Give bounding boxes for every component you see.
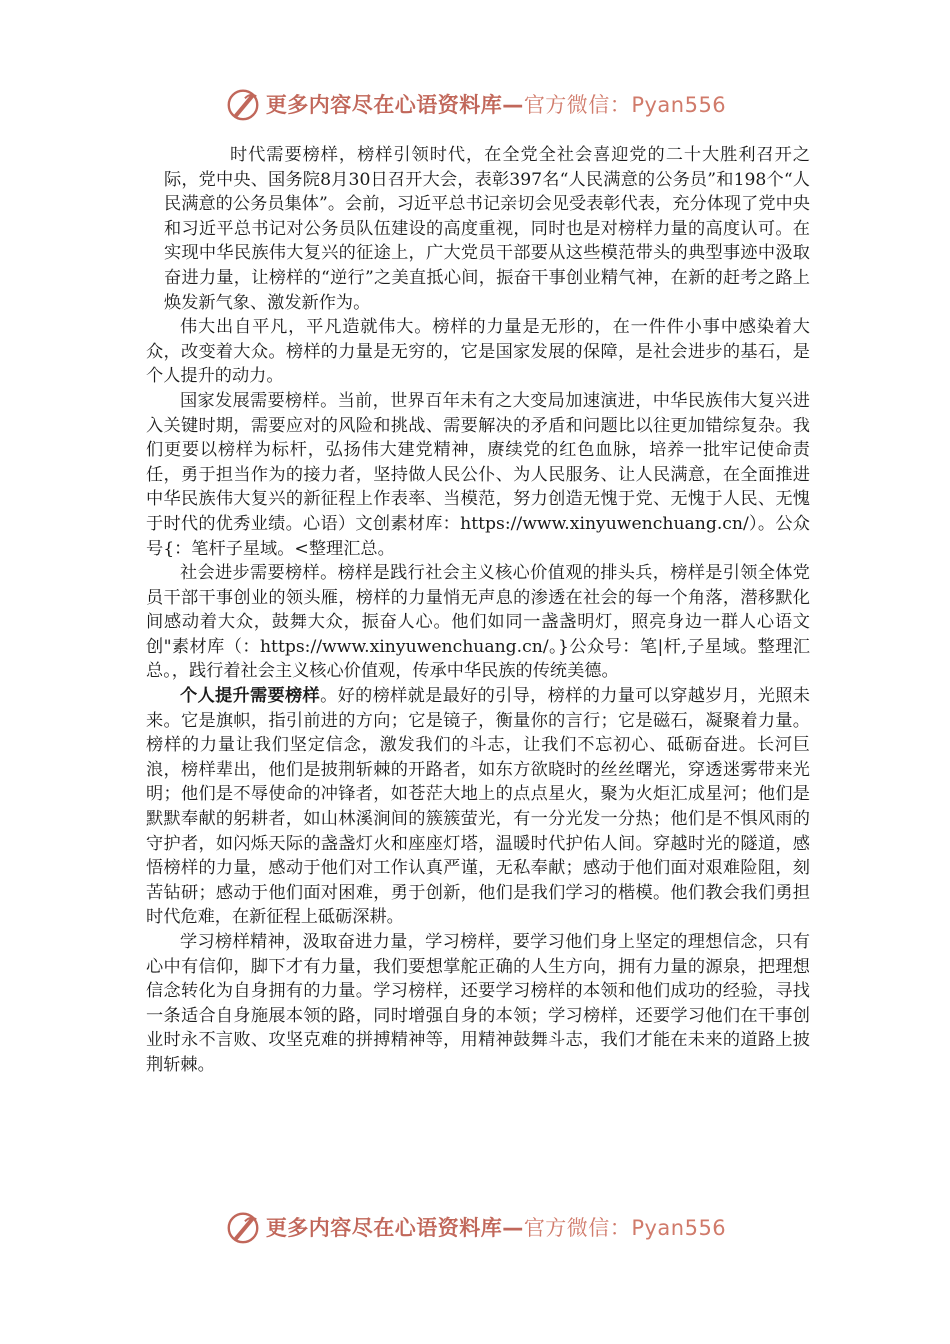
banner-account-label: 官方微信： — [523, 1216, 632, 1240]
paragraph-lead-heading: 个人提升需要榜样 — [180, 686, 321, 707]
paragraph-5: 个人提升需要榜样。好的榜样就是最好的引导，榜样的力量可以穿越岁月，光照未来。它是旗帜，指引前进的方向；它是镜子，衡量你的言行；它是磁石，凝聚着力量。榜样的力量让我们坚定信念，激发我们的斗志，让我们不忘初心、砥砺奋进。长河巨浪，榜样辈出，他们是披荆斩棘的开路者，如东方欲晓时的丝丝曙光，穿透迷雾带来光明；他们是不辱使命的冲锋者，如苍茫大地上的点点星火，聚为火炬汇成星河；他们是默默奉献的躬耕者，如山林溪涧间的簇簇萤光，有一分光发一分热；他们是不惧风雨的守护者，如闪烁天际的盏盏灯火和座座灯塔，温暖时代护佑人间。穿越时光的隧道，感悟榜样的力量，感动于他们对工作认真严谨，无私奉献；感动于他们面对艰难险阻，刻苦钻研；感动于他们面对困难，勇于创新，他们是我们学习的楷模。他们教会我们勇担时代危难，在新征程上砥砺深耕。 — [146, 686, 810, 928]
banner-text — [266, 89, 726, 119]
article-body — [146, 143, 810, 1078]
banner-prefix: 更多内容尽在心语资料库— — [265, 1216, 524, 1240]
footer-banner — [0, 1207, 950, 1247]
pen-logo-icon — [224, 1208, 262, 1246]
banner-prefix: 更多内容尽在心语资料库— — [265, 93, 524, 117]
header-banner — [0, 84, 950, 124]
paragraph-3: 国家发展需要榜样。当前，世界百年未有之大变局加速演进，中华民族伟大复兴进入关键时期，需要应对的风险和挑战、需要解决的矛盾和问题比以往更加错综复杂。我们更要以榜样为标杆，弘扬伟大建党精神，赓续党的红色血脉，培养一批牢记使命责任，勇于担当作为的接力者，坚持做人民公仆、为人民服务、让人民满意，在全面推进中华民族伟大复兴的新征程上作表率、当模范，努力创造无愧于党、无愧于人民、无愧于时代的优秀业绩。心语）文创素材库：https://www.xinyuwenchuang.cn/）。公众号{：笔杆子星域。<整理汇总。 — [146, 390, 810, 559]
banner-account-id: Pyan556 — [631, 1216, 727, 1240]
banner-account-label: 官方微信： — [523, 93, 632, 117]
banner-text — [266, 1212, 726, 1242]
paragraph-4: 社会进步需要榜样。榜样是践行社会主义核心价值观的排头兵，榜样是引领全体党员干部干事创业的领头雁，榜样的力量悄无声息的渗透在社会的每一个角落，潜移默化间感动着大众，鼓舞大众，振奋人心。他们如同一盏盏明灯，照亮身边一群人心语文创"素材库（：https://www.xinyuwenchuang.cn/。}公众号：笔|杆,子星域。整理汇总。，践行着社会主义核心价值观，传承中华民族的传统美德。 — [146, 563, 810, 682]
pen-logo-icon — [224, 85, 262, 123]
paragraph-6: 学习榜样精神，汲取奋进力量，学习榜样，要学习他们身上坚定的理想信念，只有心中有信仰，脚下才有力量，我们要想掌舵正确的人生方向，拥有力量的源泉，把理想信念转化为自身拥有的力量。学习榜样，还要学习榜样的本领和他们成功的经验，寻找一条适合自身施展本领的路，同时增强自身的本领；学习榜样，还要学习他们在干事创业时永不言败、攻坚克难的拼搏精神等，用精神鼓舞斗志，我们才能在未来的道路上披荆斩棘。 — [146, 932, 810, 1075]
paragraph-2: 伟大出自平凡，平凡造就伟大。榜样的力量是无形的，在一件件小事中感染着大众，改变着大众。榜样的力量是无穷的，它是国家发展的保障，是社会进步的基石，是个人提升的动力。 — [146, 317, 810, 387]
banner-account-id: Pyan556 — [631, 93, 727, 117]
paragraph-1: 时代需要榜样，榜样引领时代，在全党全社会喜迎党的二十大胜利召开之际，党中央、国务院8月30日召开大会，表彰397名“人民满意的公务员”和198个“人民满意的公务员集体”。会前，习近平总书记亲切会见受表彰代表，充分体现了党中央和习近平总书记对公务员队伍建设的高度重视，同时也是对榜样力量的高度认可。在实现中华民族伟大复兴的征途上，广大党员干部要从这些模范带头的典型事迹中汲取奋进力量，让榜样的“逆行”之美直抵心间，振奋干事创业精气神，在新的赶考之路上焕发新气象、激发新作为。 — [164, 145, 810, 313]
